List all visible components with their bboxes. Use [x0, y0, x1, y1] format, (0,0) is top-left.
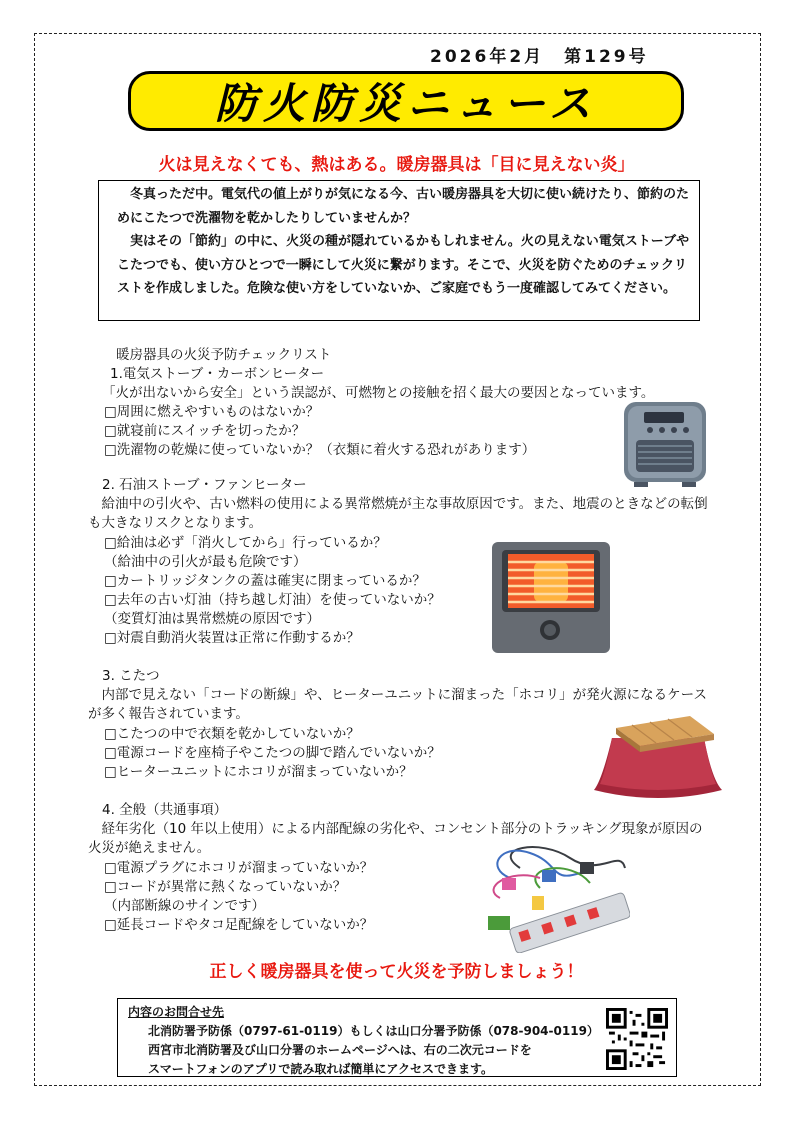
headline: 火は見えなくても、熱はある。暖房器具は「目に見えない炎」: [158, 155, 635, 175]
checklist-note: （変質灯油は異常燃焼の原因です）: [104, 611, 320, 627]
intro-paragraph-1: 冬真っただ中。電気代の値上がりが気になる今、古い暖房器具を大切に使い続けたり、節約のためにこたつで洗濯物を乾かしたりしていませんか？: [117, 187, 690, 226]
checklist-item: □電源プラグにホコリが溜まっていないか？: [104, 860, 374, 876]
checklist-item: □ヒーターユニットにホコリが溜まっていないか？: [104, 764, 413, 780]
checklist-title: 暖房器具の火災予防チェックリスト: [116, 347, 332, 363]
contact-label: 内容のお問合せ先: [128, 1005, 225, 1019]
closing-message: 正しく暖房器具を使って火災を予防しましょう！: [209, 962, 584, 982]
checklist-item: □給油は必ず「消火してから」行っているか？: [104, 535, 387, 551]
electric-heater-icon: [620, 398, 710, 490]
checklist-note: （給油中の引火が最も危険です）: [104, 554, 307, 570]
checklist-note: （内部断線のサインです）: [104, 898, 266, 914]
section-4-heading: 4. 全般（共通事項）: [102, 802, 228, 818]
section-2-desc: 給油中の引火や、古い燃料の使用による異常燃焼が主な事故原因です。また、地震のときなどの転倒も大きなリスクとなります。: [88, 496, 708, 531]
section-3-desc: 内部で見えない「コードの断線」や、ヒーターユニットに溜まった「ホコリ」が発火源になるケースが多く報告されています。: [88, 687, 707, 722]
checklist-item: □こたつの中で衣類を乾かしていないか？: [104, 726, 360, 742]
title-banner: [128, 71, 684, 131]
section-1-desc: 「火が出ないから安全」という誤認が、可燃物との接触を招く最大の要因となっています。: [102, 385, 655, 401]
power-strip-icon: [480, 838, 630, 953]
kotatsu-icon: [592, 710, 724, 802]
qr-code-icon[interactable]: [606, 1008, 668, 1070]
section-4-desc: 経年劣化（10 年以上使用）による内部配線の劣化や、コンセント部分のトラッキング現象が原因の火災が絶えません。: [88, 821, 703, 856]
section-1-heading: 1.電気ストーブ・カーボンヒーター: [110, 366, 325, 382]
checklist-item: □去年の古い灯油（持ち越し灯油）を使っていないか？: [104, 592, 441, 608]
intro-box: [98, 180, 700, 321]
section-2-heading: 2. 石油ストーブ・ファンヒーター: [102, 477, 307, 493]
checklist-item: □就寝前にスイッチを切ったか？: [104, 423, 306, 439]
checklist-item: □洗濯物の乾燥に使っていないか？（衣類に着火する恐れがあります）: [104, 442, 536, 458]
contact-box: [117, 998, 677, 1077]
issue-number: 2026年2月 第129号: [430, 47, 649, 67]
checklist-item: □カートリッジタンクの蓋は確実に閉まっているか？: [104, 573, 426, 589]
checklist-item: □電源コードを座椅子やこたつの脚で踏んでいないか？: [104, 745, 441, 761]
checklist-item: □周囲に燃えやすいものはないか？: [104, 404, 320, 420]
contact-line: 北消防署予防係（0797-61-0119）もしくは山口分署予防係（078-904-0119）: [148, 1024, 599, 1038]
contact-line: 西宮市北消防署及び山口分署のホームページへは、右の二次元コードを: [148, 1043, 532, 1057]
section-3-heading: 3. こたつ: [102, 668, 160, 684]
intro-paragraph-2: 実はその「節約」の中に、火災の種が隠れているかもしれません。火の見えない電気ストーブやこたつでも、使い方ひとつで一瞬にして火災に繋がります。そこで、火災を防ぐためのチェックリストを作成しました。危険な使い方をしていないか、ご家庭でもう一度確認してみてください。: [117, 234, 690, 296]
page-title: 防火防災ニュース: [215, 79, 597, 128]
kerosene-stove-icon: [490, 540, 612, 655]
checklist-item: □延長コードやタコ足配線をしていないか？: [104, 917, 374, 933]
contact-line: スマートフォンのアプリで読み取れば簡単にアクセスできます。: [148, 1062, 494, 1076]
checklist-item: □対震自動消火装置は正常に作動するか？: [104, 630, 360, 646]
checklist-item: □コードが異常に熱くなっていないか？: [104, 879, 347, 895]
